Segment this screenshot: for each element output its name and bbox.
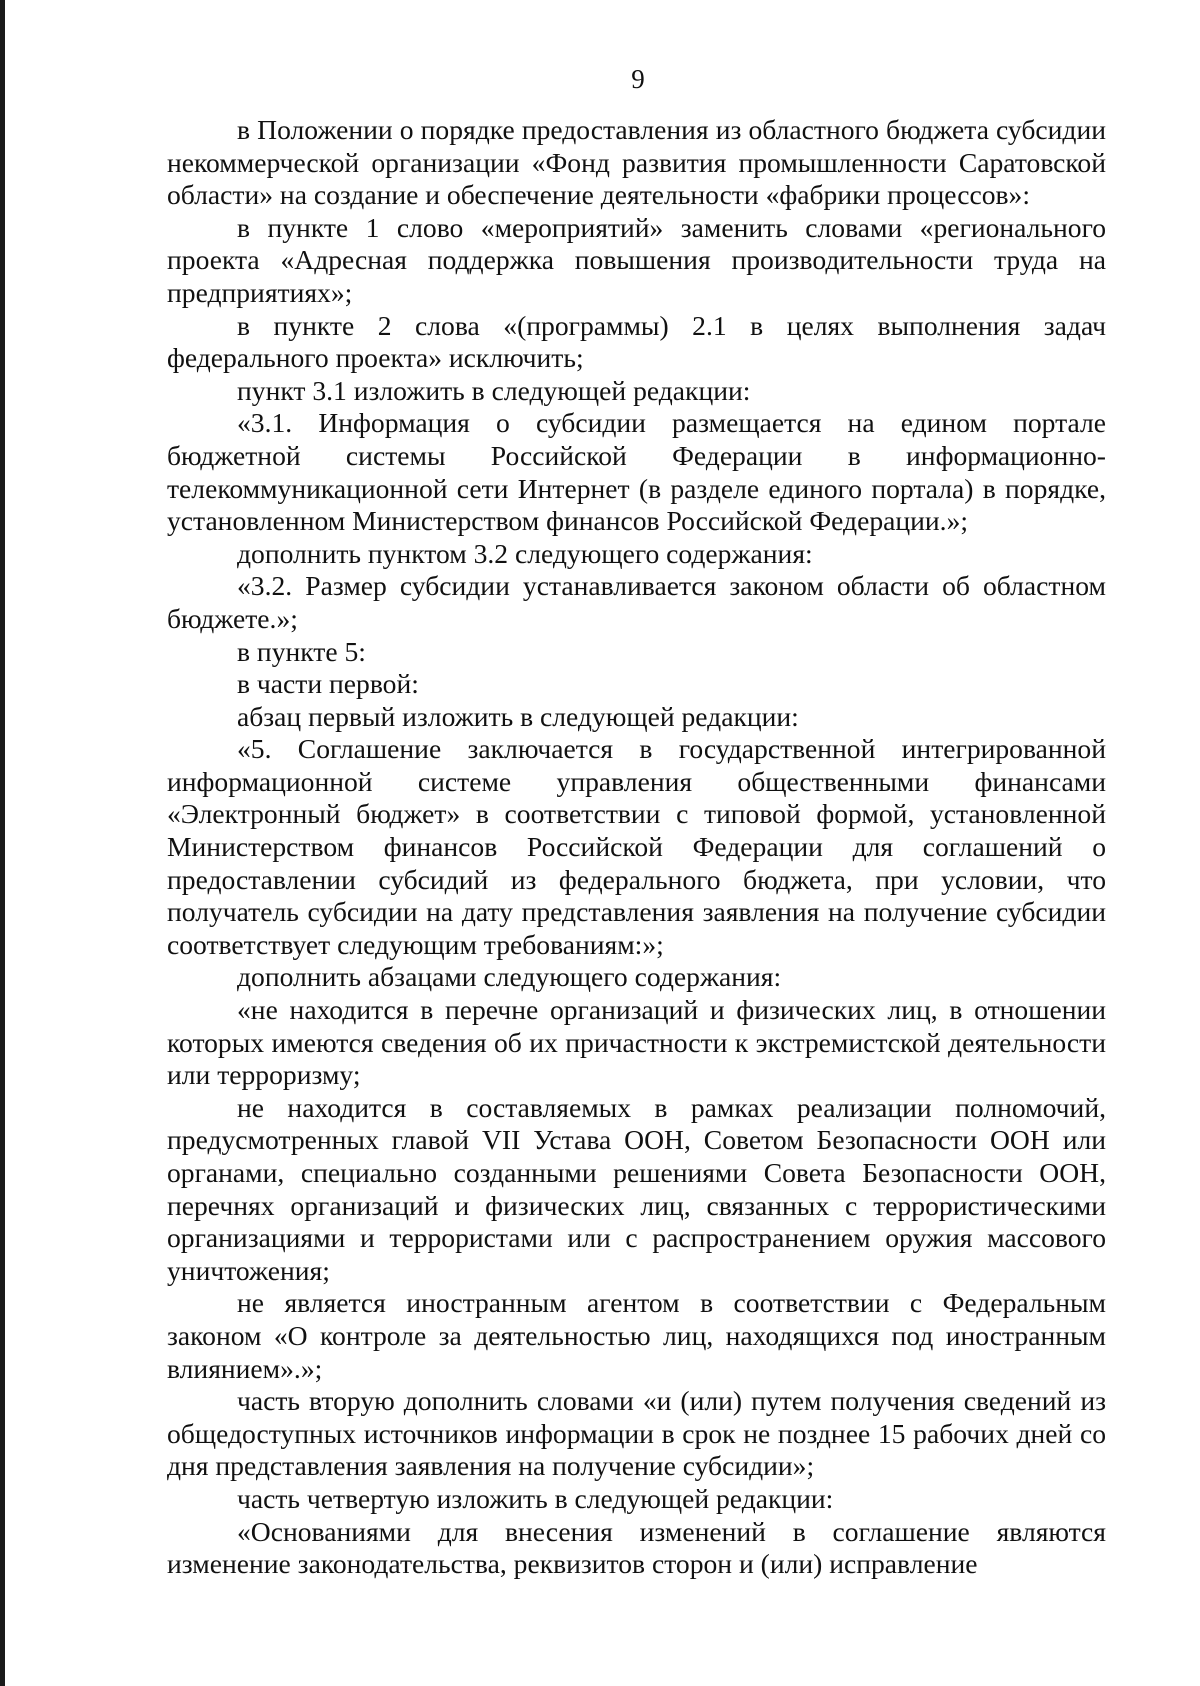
page-number: 9 <box>631 64 645 94</box>
paragraph: дополнить пунктом 3.2 следующего содержания: <box>237 537 813 569</box>
paragraph: в части первой: <box>237 668 419 700</box>
paragraph: в пункте 1 слово «мероприятий» заменить словами «регионального проекта «Адресная поддержка повышения производительности труда на предприятиях»; <box>167 211 1106 308</box>
paragraph: абзац первый изложить в следующей редакции: <box>237 700 799 732</box>
paragraph: пункт 3.1 изложить в следующей редакции: <box>237 374 751 406</box>
scan-edge <box>0 0 5 1686</box>
paragraph: «3.2. Размер субсидии устанавливается законом области об областном бюджете.»; <box>167 570 1106 634</box>
paragraph: часть четвертую изложить в следующей редакции: <box>237 1482 834 1514</box>
paragraph: «3.1. Информация о субсидии размещается на едином портале бюджетной системы Российской Федерации в информационно-телекоммуникационной сети Интернет (в разделе единого портала) в порядке, установленном Министерством финансов Российской Федерации.»; <box>167 407 1106 537</box>
document-body <box>167 114 1106 1581</box>
paragraph: «не находится в перечне организаций и физических лиц, в отношении которых имеются сведения об их причастности к экстремистской деятельности или терроризму; <box>167 994 1106 1091</box>
paragraph: «5. Соглашение заключается в государственной интегрированной информационной системе управления общественными финансами «Электронный бюджет» в соответствии с типовой формой, установленной Министерством финансов Российской Федерации для соглашений о предоставлении субсидий из федерального бюджета, при условии, что получатель субсидии на дату представления заявления на получение субсидии соответствует следующим требованиям:»; <box>167 733 1106 960</box>
paragraph: часть вторую дополнить словами «и (или) путем получения сведений из общедоступных источников информации в срок не позднее 15 рабочих дней со дня представления заявления на получение субсидии»; <box>167 1385 1106 1482</box>
paragraph: дополнить абзацами следующего содержания: <box>237 961 782 993</box>
paragraph: не находится в составляемых в рамках реализации полномочий, предусмотренных главой VII Устава ООН, Советом Безопасности ООН или органами, специально созданными решениями Совета Безопасности ООН, перечнях организаций и физических лиц, связанных с террористическими организациями и террористами или с распространением оружия массового уничтожения; <box>167 1091 1106 1286</box>
paragraph: в Положении о порядке предоставления из областного бюджета субсидии некоммерческой организации «Фонд развития промышленности Саратовской области» на создание и обеспечение деятельности «фабрики процессов»: <box>167 114 1106 211</box>
paragraph: «Основаниями для внесения изменений в соглашение являются изменение законодательства, реквизитов сторон и (или) исправление <box>167 1515 1106 1580</box>
paragraph: в пункте 5: <box>237 635 366 667</box>
paragraph: не является иностранным агентом в соответствии с Федеральным законом «О контроле за деятельностью лиц, находящихся под иностранным влиянием».»; <box>167 1287 1106 1384</box>
paragraph: в пункте 2 слова «(программы) 2.1 в целях выполнения задач федерального проекта» исключить; <box>167 309 1106 374</box>
